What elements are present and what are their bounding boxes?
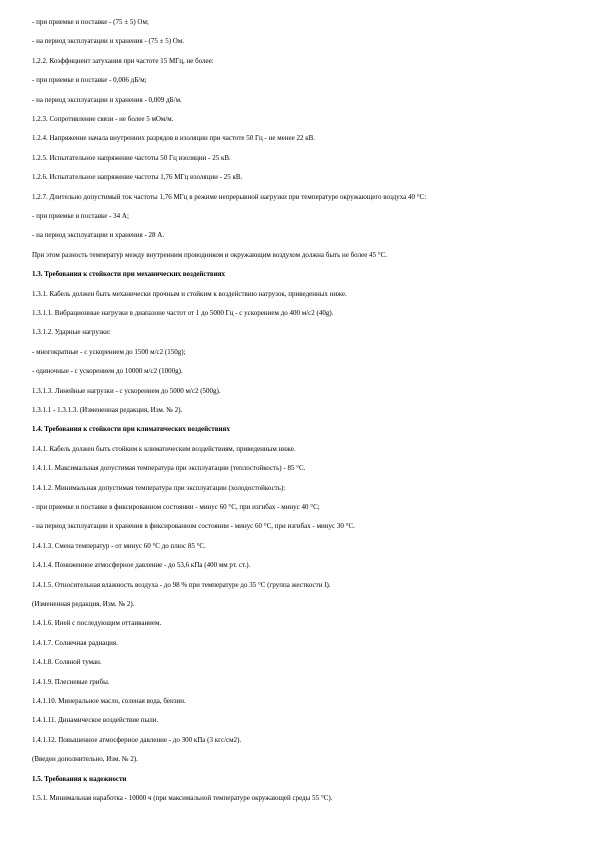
text-line: 1.5.1. Минимальная наработка - 10000 ч (при максимальной температуре окружающей среды 55 °С). xyxy=(32,794,333,802)
text-line: - одиночные - с ускорением до 10000 м/с2 (1000g). xyxy=(32,367,183,376)
text-line: 1.4.1.1. Максимальная допустимая температура при эксплуатации (теплостойкость) - 85 °С. xyxy=(32,464,306,473)
section-heading: 1.3. Требования к стойкости при механических воздействиях xyxy=(32,270,226,279)
section-heading: 1.5. Требования к надежности xyxy=(32,774,127,783)
text-line: (Измененная редакция, Изм. № 2). xyxy=(32,600,135,608)
text-line: 1.4.1.3. Смена температур - от минус 60 °С до плюс 85 °С. xyxy=(32,541,206,550)
text-line: 1.4.1.8. Соляной туман. xyxy=(32,658,102,667)
text-line: 1.3.1.2. Ударные нагрузки: xyxy=(32,328,111,337)
text-line: 1.2.7. Длительно допустимый ток частоты 1,76 МГц в режиме непрерывной нагрузки при температуре окружающего воздуха 40 °С: xyxy=(32,192,427,201)
text-line: - на период эксплуатации и хранения - 0,009 дБ/м. xyxy=(32,95,182,104)
text-line: - на период эксплуатации и хранения - (75 ± 5) Ом. xyxy=(32,37,185,46)
text-line: - при приемке и поставке - 0,006 дБ/м; xyxy=(32,76,147,85)
text-line: 1.3.1.1 - 1.3.1.3. (Измененная редакция, Изм. № 2). xyxy=(32,406,183,414)
text-line: - многократные - с ускорением до 1500 м/с2 (150g); xyxy=(32,347,186,356)
text-line: 1.4.1.4. Пониженное атмосферное давление - до 53,6 кПа (400 мм рт. ст.). xyxy=(32,561,251,570)
text-line: - при приемке и поставке - (75 ± 5) Ом; xyxy=(32,18,149,26)
text-line: 1.4.1.5. Относительная влажность воздуха - до 98 % при температуре до 35 °С (группа жесткости I). xyxy=(32,580,331,589)
text-line: 1.3.1.3. Линейные нагрузки - с ускорением до 5000 м/с2 (500g). xyxy=(32,386,221,395)
text-line: 1.4.1.2. Минимальная допустимая температура при эксплуатации (холодостойкость): xyxy=(32,483,286,492)
text-line: 1.4.1.10. Минеральное масло, соленая вода, бензин. xyxy=(32,697,186,705)
text-line: 1.3.1.1. Вибрационные нагрузки в диапазоне частот от 1 до 5000 Гц - с ускорением до 400 м/с2 (40g). xyxy=(32,309,334,317)
text-line: 1.4.1.12. Повышенное атмосферное давление - до 300 кПа (3 кгс/см2). xyxy=(32,735,242,744)
text-line: 1.2.4. Напряжение начала внутренних разрядов в изоляции при частоте 50 Гц - не менее 22 кВ. xyxy=(32,134,316,143)
text-line: 1.4.1.7. Солнечная радиация. xyxy=(32,638,118,647)
text-line: (Введен дополнительно, Изм. № 2). xyxy=(32,755,138,764)
text-line: 1.4.1.11. Динамическое воздействие пыли. xyxy=(32,716,159,725)
text-line: 1.4.1.9. Плесневые грибы. xyxy=(32,677,110,686)
text-line: - на период эксплуатации и хранения - 28 А. xyxy=(32,231,165,240)
text-line: 1.2.3. Сопротивление связи - не более 5 мОм/м. xyxy=(32,115,174,123)
text-line: 1.2.6. Испытательное напряжение частоты 1,76 МГц изоляции - 25 кВ. xyxy=(32,173,243,182)
text-line: - на период эксплуатации и хранения в фиксированном состоянии - минус 60 °С, при изгибах - минус 30 °С. xyxy=(32,522,355,531)
text-line: При этом разность температур между внутренним проводником и окружающим воздухом должна быть не более 45 °С. xyxy=(32,250,388,259)
text-line: 1.2.2. Коэффициент затухания при частоте 15 МГц, не более: xyxy=(32,56,214,65)
text-line: 1.3.1. Кабель должен быть механически прочным и стойким к воздействию нагрузок, приведенных ниже. xyxy=(32,289,347,298)
section-heading: 1.4. Требования к стойкости при климатических воздействиях xyxy=(32,425,230,434)
text-line: 1.4.1.6. Иней с последующим оттаиванием. xyxy=(32,619,162,628)
text-line: 1.4.1. Кабель должен быть стойким к климатическим воздействиям, приведенным ниже. xyxy=(32,444,296,453)
text-line: - при приемке и поставке в фиксированном состоянии - минус 60 °С, при изгибах - минус 40 °С; xyxy=(32,503,320,511)
text-line: 1.2.5. Испытательное напряжение частоты 50 Гц изоляции - 25 кВ. xyxy=(32,153,231,162)
text-line: - при приемке и поставке - 34 А; xyxy=(32,212,129,220)
